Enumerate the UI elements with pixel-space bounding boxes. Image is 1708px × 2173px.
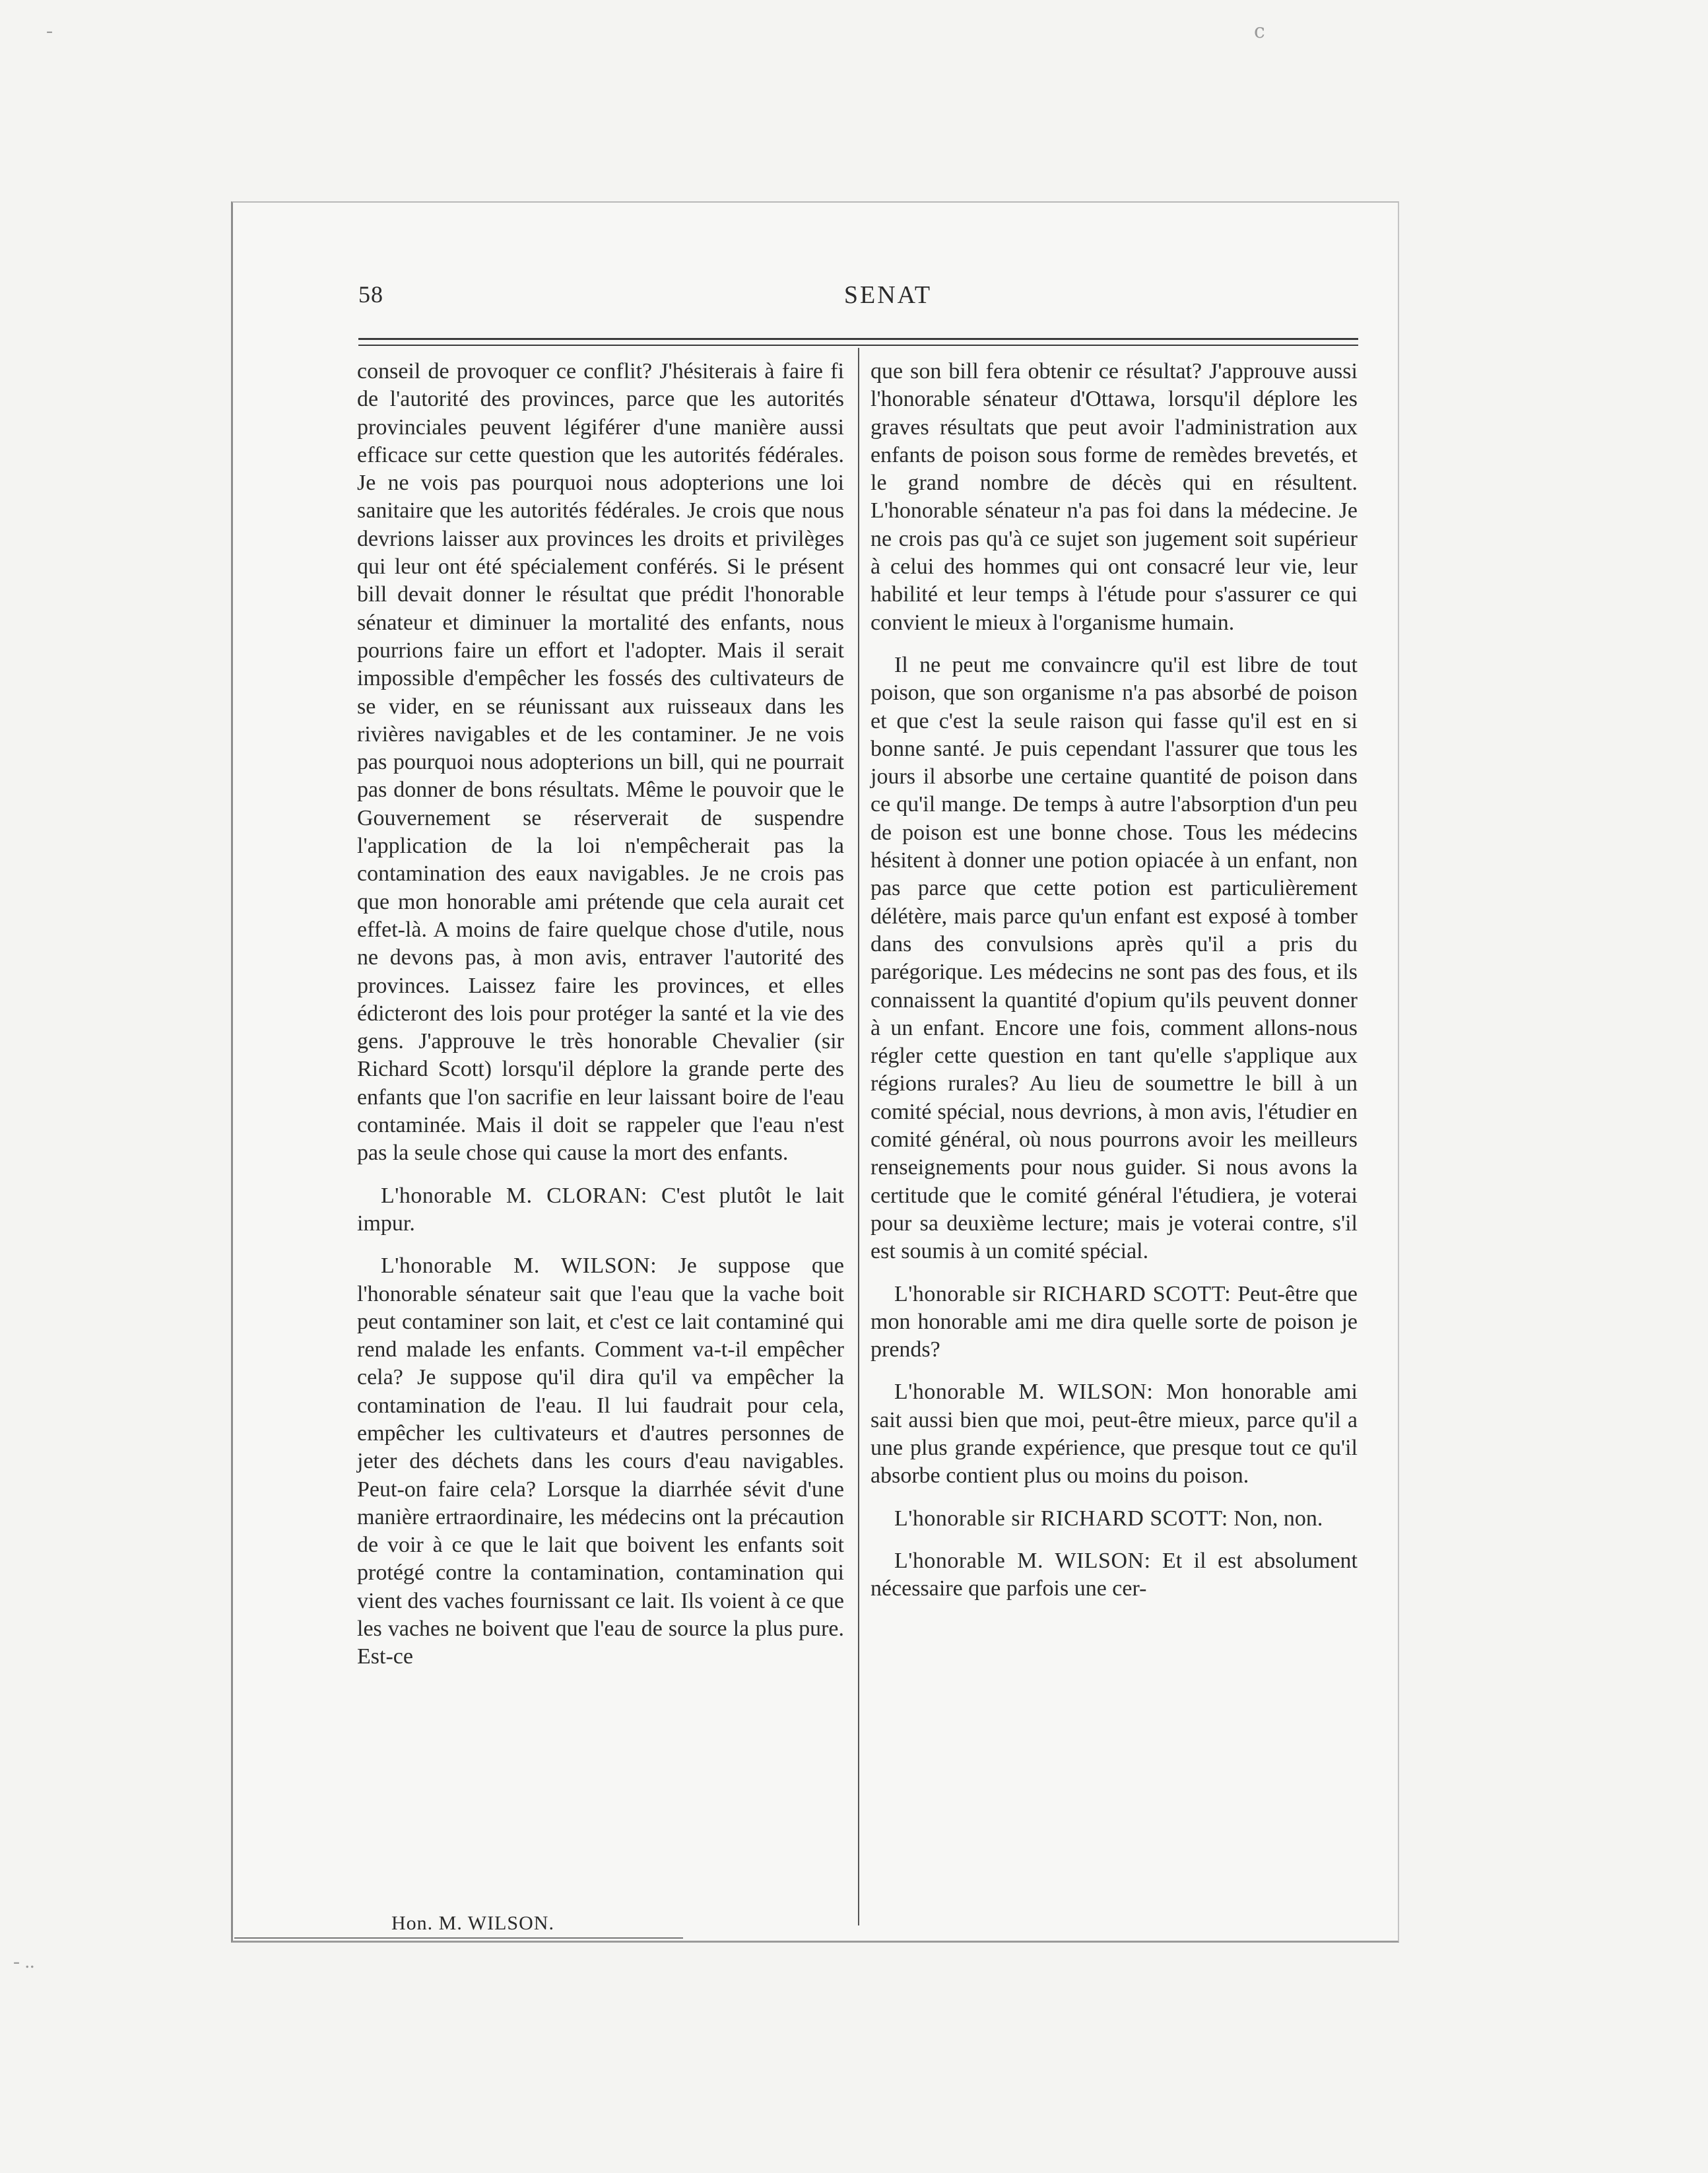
paragraph [870, 1281, 1358, 1364]
paragraph-text: Et il est absolument nécessaire que parfois une cer- [870, 1548, 1358, 1601]
page-header [358, 281, 1358, 312]
paragraph-text: Je suppose que l'honorable sénateur sait que l'eau que la vache boit peut contaminer son lait, et c'est ce lait contaminé qui rend malade les enfants. Comment va-t-il empêcher cela? Je suppose qu'il dira qu'il va empêcher la contamination de l'eau. Il lui faudrait pour cela, empêcher les cultivateurs et d'autres personnes de jeter des déchets dans les cours d'eau navigables. Peut-on faire cela? Lorsque la diarrhée sévit d'une manière ertraordinaire, les médecins ont la précaution de voir à ce que le lait que boivent les enfants soit protégé contre la contamination, contamination qui vient des vaches fournissant ce lait. Ils voient à ce que les vaches ne boivent que l'eau de source la plus pure. Est-ce [357, 1254, 845, 1669]
paragraph [870, 1547, 1358, 1603]
footer-rule [234, 1937, 683, 1939]
paragraph-text: Mon honorable ami sait aussi bien que moi, peut-être mieux, parce qu'il a une plus grande expérience, que presque tout ce qu'il absorbe contient plus ou moins du poison. [870, 1380, 1358, 1488]
paragraph-text: conseil de provoquer ce conflit? J'hésiterais à faire fi de l'autorité des provinces, parce que les autorités provinciales peuvent légiférer d'une manière aussi efficace sur cette question que les autorités fédérales. Je ne vois pas pourquoi nous adopterions une loi sanitaire que les autorités fédérales. Je crois que nous devrions laisser aux provinces les droits et privilèges qui leur ont été spécialement conférés. Si le présent bill devait donner le résultat que prédit l'honorable sénateur et diminuer la mortalité des enfants, nous pourrions faire un effort et l'adopter. Mais il serait impossible d'empêcher les fossés des cultivateurs de se vider, en se réunissant aux ruisseaux dans les rivières navigables et de les contaminer. Je ne vois pas pourquoi nous adopterions un bill, qui ne pourrait pas donner de bons résultats. Même le pouvoir que le Gouvernement se réserverait de suspendre l'application de la loi n'empêcherait pas la contamination des eaux navigables. Je ne crois pas que mon honorable ami prétende que cela aurait cet effet-là. A moins de faire quelque chose d'utile, nous ne devons pas, à mon avis, entraver l'autorité des provinces. Laissez faire les provinces, et elles édicteront des lois pour protéger la santé et la vie des gens. J'approuve le très honorable Chevalier (sir Richard Scott) lorsqu'il déplore la grande perte des enfants que l'on sacrifie en leur laissant boire de l'eau contaminée. Mais il doit se rappeler que l'eau n'est pas la seule chose qui cause la mort des enfants. [357, 359, 844, 1166]
header-rule-bottom [358, 345, 1358, 346]
paragraph-text: Non, non. [1233, 1506, 1323, 1531]
speaker-name: L'honorable M. WILSON: [381, 1254, 657, 1279]
speaker-name: L'honorable M. WILSON: [894, 1380, 1154, 1405]
paragraph [870, 358, 1358, 637]
paragraph-text: que son bill fera obtenir ce résultat? J'approuve aussi l'honorable sénateur d'Ottawa, lorsqu'il déplore les graves résultats que peut avoir l'administration aux enfants de poison sous forme de remèdes brevetés, et le grand nombre de décès qui en résultent. L'honorable sénateur n'a pas foi dans la médecine. Je ne crois pas qu'à ce sujet son jugement soit supérieur à celui des hommes qui ont consacré leur vie, leur habilité et leur temps à l'étude pour s'assurer ce qui convient le mieux à l'organisme humain. [870, 359, 1358, 635]
speaker-name: L'honorable M. WILSON: [894, 1548, 1151, 1573]
header-rule-top [358, 338, 1358, 340]
paragraph-text: C'est plutôt le lait impur. [357, 1183, 845, 1236]
paragraph [870, 652, 1358, 1266]
scan-mark-top-right: ⅽ [1254, 20, 1265, 42]
paragraph-text: Il ne peut me convaincre qu'il est libre de tout poison, que son organisme n'a pas absorbé de poison et que c'est la seule raison qui fasse qu'il est en si bonne santé. Je puis cependant l'assurer que tous les jours il absorbe une certaine quantité de poison dans ce qu'il mange. De temps à autre l'absorption d'un peu de poison est une bonne chose. Tous les médecins hésitent à donner une potion opiacée à un enfant, non pas parce que cette potion est particulièrement délétère, mais parce qu'un enfant est exposé à tomber dans des convulsions après qu'il a pris du parégorique. Les médecins ne sont pas des fous, et ils connaissent la quantité d'opium qu'ils peuvent donner à un enfant. Encore une fois, comment allons-nous régler cette question en tant qu'elle s'applique aux régions rurales? Au lieu de soumettre le bill à un comité spécial, nous devrions, à mon avis, l'étudier en comité général, où nous pourrons avoir les meilleurs renseignements pour nous guider. Si nous avons la certitude que le comité général l'étudiera, je voterai pour sa deuxième lecture; mais je voterai contre, s'il est soumis à un comité spécial. [870, 652, 1358, 1264]
speaker-name: L'honorable sir RICHARD SCOTT: [894, 1506, 1228, 1531]
scan-mark-top-left: - [46, 20, 53, 42]
paragraph [357, 1252, 844, 1671]
left-column [357, 358, 844, 1671]
column-divider [858, 348, 859, 1925]
paragraph [870, 1378, 1358, 1490]
footer-speaker-name: Hon. M. WILSON. [391, 1912, 554, 1934]
scan-mark-bottom-left: - .. [13, 1951, 35, 1972]
page-number: 58 [358, 281, 383, 308]
paragraph [357, 358, 844, 1168]
speaker-name: L'honorable M. CLORAN: [381, 1183, 647, 1208]
scanned-page [231, 201, 1399, 1943]
speaker-name: L'honorable sir RICHARD SCOTT: [894, 1281, 1232, 1306]
right-column [870, 358, 1358, 1603]
running-head: SENAT [843, 281, 933, 309]
paragraph-text: Peut-être que mon honorable ami me dira quelle sorte de poison je prends? [870, 1281, 1358, 1362]
paragraph [870, 1505, 1358, 1533]
paragraph [357, 1182, 844, 1238]
